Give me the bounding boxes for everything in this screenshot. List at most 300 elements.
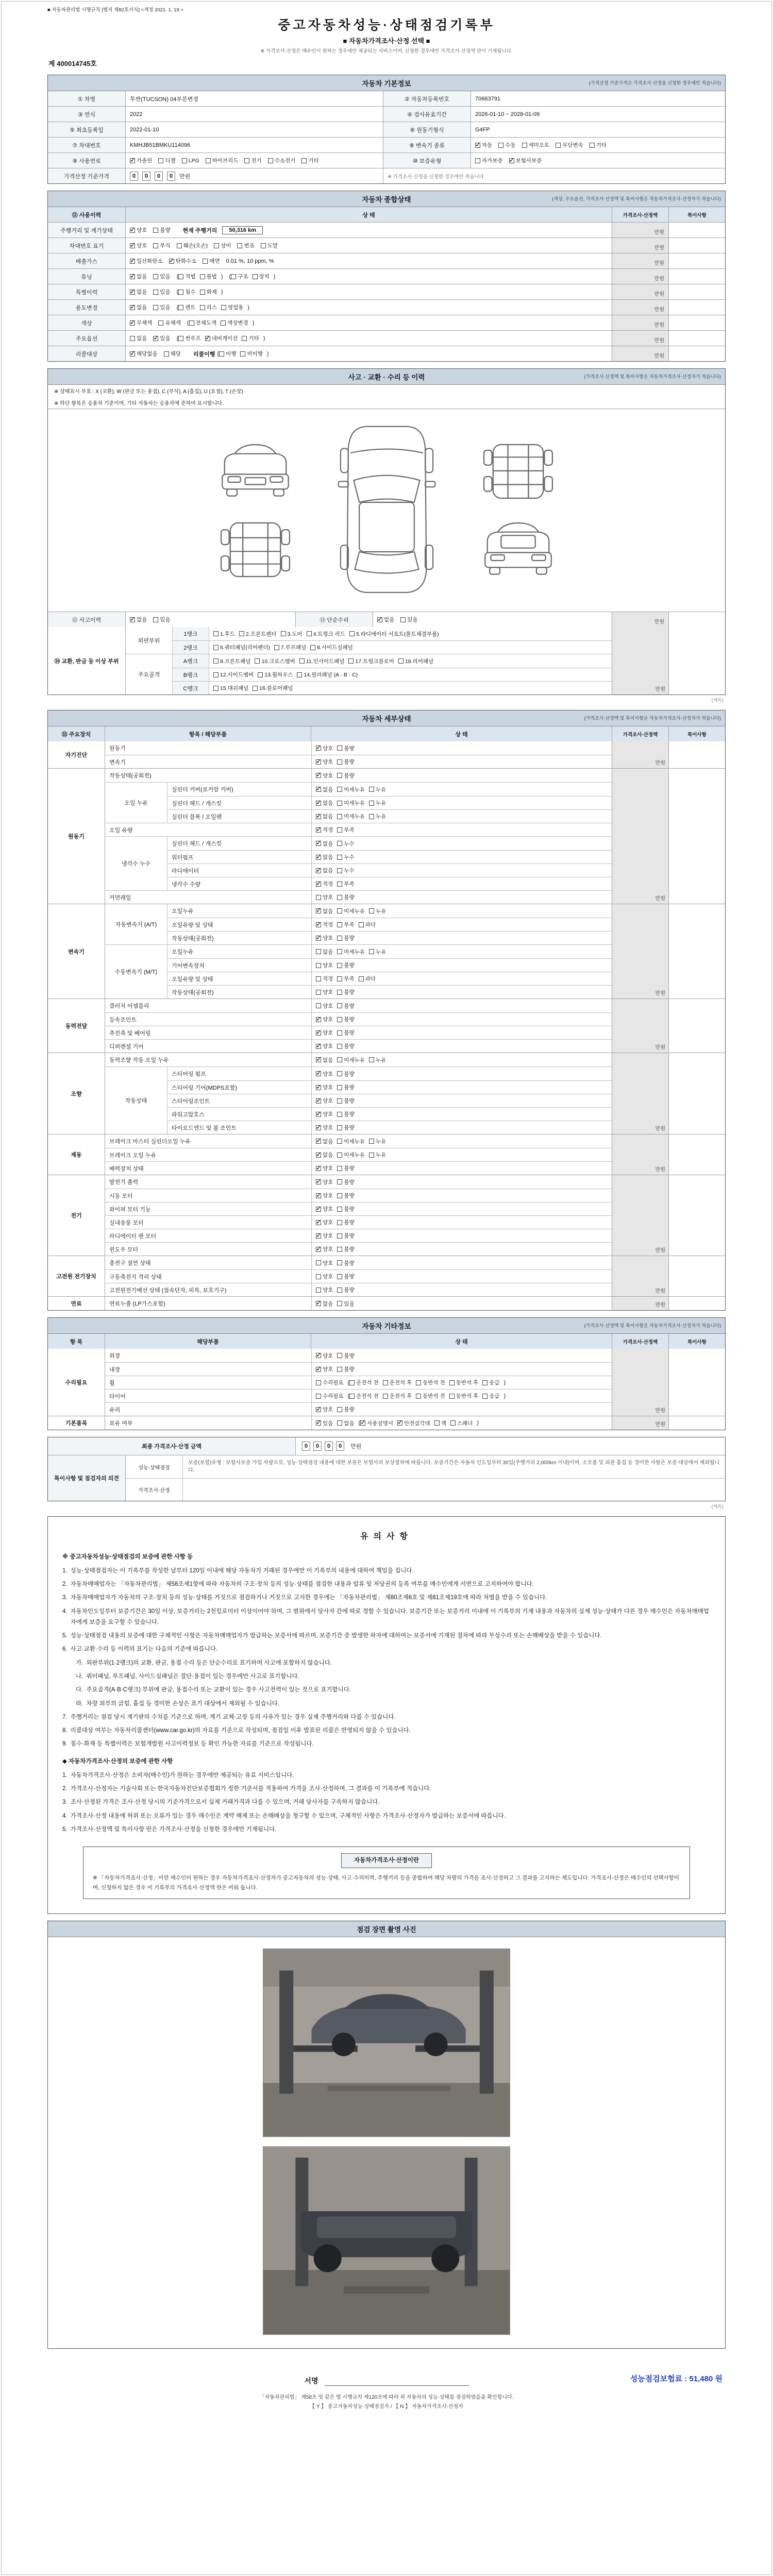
checkbox-box[interactable] (244, 158, 249, 163)
checkbox-누유[interactable] (369, 786, 386, 793)
checkbox-9.프론트패널[interactable] (213, 657, 250, 665)
checkbox-box[interactable] (475, 158, 480, 163)
checkbox-침수[interactable] (178, 288, 195, 296)
checkbox-box[interactable] (337, 1220, 342, 1225)
checkbox-box[interactable] (337, 759, 342, 765)
checkbox-box[interactable] (316, 773, 321, 778)
checkbox-box[interactable] (369, 1153, 374, 1158)
checkbox-안전삼각대[interactable] (397, 1419, 430, 1427)
checkbox-box[interactable] (337, 963, 342, 968)
checkbox-미세누유[interactable] (337, 1138, 365, 1145)
checkbox-box[interactable] (337, 1153, 342, 1158)
checkbox-해당없음[interactable] (130, 350, 158, 358)
checkbox-매연[interactable] (203, 257, 220, 265)
checkbox-box[interactable] (221, 305, 226, 310)
checkbox-불량[interactable] (337, 1178, 354, 1186)
checkbox-box[interactable] (337, 1193, 342, 1198)
checkbox-응급[interactable] (482, 1379, 499, 1386)
checkbox-해당[interactable] (164, 350, 181, 358)
checkbox-box[interactable] (182, 158, 187, 163)
checkbox-미세누유[interactable] (337, 1151, 365, 1159)
checkbox-불량[interactable] (337, 934, 354, 942)
checkbox-12.사이드멤버[interactable] (213, 671, 254, 679)
checkbox-양호[interactable] (316, 961, 333, 969)
checkbox-box[interactable] (316, 1153, 321, 1158)
checkbox-box[interactable] (153, 617, 158, 622)
checkbox-box[interactable] (158, 158, 163, 163)
checkbox-있음[interactable] (153, 303, 170, 311)
checkbox-없음[interactable] (377, 616, 394, 623)
checkbox-훼손(오손)[interactable] (177, 242, 208, 249)
checkbox-box[interactable] (316, 841, 321, 846)
checkbox-box[interactable] (240, 351, 245, 357)
checkbox-box[interactable] (337, 773, 342, 778)
checkbox-box[interactable] (337, 787, 342, 792)
checkbox-box[interactable] (213, 631, 219, 636)
checkbox-11.인사이드패널[interactable] (299, 657, 345, 665)
checkbox-box[interactable] (130, 336, 135, 341)
checkbox-box[interactable] (337, 1301, 342, 1306)
checkbox-적정[interactable] (316, 975, 333, 982)
checkbox-누유[interactable] (369, 1151, 386, 1159)
checkbox-양호[interactable] (316, 1273, 333, 1280)
checkbox-box[interactable] (316, 1380, 321, 1385)
checkbox-box[interactable] (316, 1274, 321, 1279)
checkbox-부족[interactable] (337, 975, 354, 982)
checkbox-적법[interactable] (178, 273, 195, 280)
checkbox-box[interactable] (316, 1098, 321, 1104)
checkbox-box[interactable] (316, 759, 321, 765)
checkbox-화재[interactable] (200, 288, 217, 296)
checkbox-box[interactable] (316, 1407, 321, 1412)
checkbox-양호[interactable] (316, 1365, 333, 1373)
checkbox-box[interactable] (337, 1287, 342, 1293)
checkbox-box[interactable] (316, 1207, 321, 1212)
checkbox-box[interactable] (337, 868, 342, 873)
checkbox-썬루프[interactable] (178, 334, 200, 342)
checkbox-box[interactable] (369, 814, 374, 819)
checkbox-box[interactable] (316, 1112, 321, 1117)
checkbox-box[interactable] (522, 143, 527, 148)
checkbox-양호[interactable] (316, 1218, 333, 1226)
checkbox-box[interactable] (316, 1139, 321, 1144)
checkbox-양호[interactable] (316, 1083, 333, 1091)
checkbox-box[interactable] (316, 1301, 321, 1306)
checkbox-box[interactable] (369, 801, 374, 806)
checkbox-불량[interactable] (337, 1286, 354, 1294)
checkbox-box[interactable] (337, 801, 342, 806)
checkbox-기타[interactable] (301, 157, 318, 164)
checkbox-box[interactable] (337, 814, 342, 819)
checkbox-불량[interactable] (337, 1015, 354, 1023)
checkbox-box[interactable] (153, 336, 158, 341)
checkbox-box[interactable] (200, 290, 205, 295)
checkbox-box[interactable] (337, 1179, 342, 1184)
checkbox-있음[interactable] (153, 616, 170, 623)
checkbox-box[interactable] (349, 1394, 355, 1399)
checkbox-box[interactable] (316, 1220, 321, 1225)
checkbox-불량[interactable] (337, 1245, 354, 1253)
checkbox-누유[interactable] (369, 1056, 386, 1064)
checkbox-6.쿼터패널(리어펜더)[interactable] (213, 643, 270, 651)
checkbox-없음[interactable] (316, 786, 333, 793)
checkbox-양호[interactable] (316, 1029, 333, 1037)
checkbox-box[interactable] (337, 1057, 342, 1062)
checkbox-box[interactable] (337, 882, 342, 887)
checkbox-자가보증[interactable] (475, 157, 503, 164)
checkbox-box[interactable] (268, 158, 273, 163)
checkbox-box[interactable] (153, 243, 158, 248)
checkbox-과다[interactable] (359, 921, 376, 928)
checkbox-box[interactable] (205, 336, 210, 341)
checkbox-box[interactable] (316, 745, 321, 751)
checkbox-box[interactable] (316, 990, 321, 995)
checkbox-없음[interactable] (316, 907, 333, 915)
checkbox-양호[interactable] (316, 1164, 333, 1172)
checkbox-과다[interactable] (359, 975, 376, 982)
checkbox-box[interactable] (281, 631, 286, 636)
checkbox-box[interactable] (221, 320, 226, 326)
checkbox-장치[interactable] (253, 273, 270, 280)
checkbox-box[interactable] (316, 855, 321, 860)
checkbox-색상변경[interactable] (221, 319, 248, 327)
checkbox-누수[interactable] (337, 840, 354, 848)
checkbox-box[interactable] (337, 1071, 342, 1076)
checkbox-없음[interactable] (130, 616, 147, 623)
checkbox-box[interactable] (153, 305, 158, 310)
checkbox-box[interactable] (130, 259, 135, 264)
checkbox-불량[interactable] (337, 1218, 354, 1226)
checkbox-양호[interactable] (316, 988, 333, 996)
checkbox-불량[interactable] (337, 1205, 354, 1213)
checkbox-box[interactable] (337, 1030, 342, 1036)
checkbox-하이브리드[interactable] (206, 157, 239, 164)
checkbox-box[interactable] (337, 1125, 342, 1130)
checkbox-box[interactable] (359, 922, 364, 927)
checkbox-LPG[interactable] (182, 158, 199, 164)
checkbox-box[interactable] (316, 1179, 321, 1184)
checkbox-이행[interactable] (219, 350, 236, 358)
checkbox-box[interactable] (299, 658, 305, 664)
checkbox-전기[interactable] (244, 157, 261, 164)
checkbox-box[interactable] (206, 158, 211, 163)
checkbox-box[interactable] (337, 1353, 342, 1358)
checkbox-양호[interactable] (316, 1110, 333, 1118)
checkbox-box[interactable] (310, 645, 315, 650)
checkbox-누수[interactable] (337, 853, 354, 861)
checkbox-수소전기[interactable] (268, 157, 296, 164)
checkbox-없음[interactable] (316, 948, 333, 956)
checkbox-불량[interactable] (337, 1083, 354, 1091)
checkbox-box[interactable] (316, 1017, 321, 1022)
checkbox-box[interactable] (337, 1274, 342, 1279)
checkbox-잭[interactable] (434, 1419, 446, 1427)
checkbox-box[interactable] (203, 259, 208, 264)
checkbox-1.후드[interactable] (213, 630, 235, 638)
checkbox-운전석 후[interactable] (383, 1392, 412, 1400)
checkbox-동반석 후[interactable] (449, 1392, 479, 1400)
checkbox-box[interactable] (369, 949, 374, 954)
checkbox-누유[interactable] (369, 1138, 386, 1145)
checkbox-없음[interactable] (130, 303, 147, 311)
checkbox-box[interactable] (213, 645, 219, 650)
checkbox-box[interactable] (316, 922, 321, 927)
checkbox-box[interactable] (349, 631, 355, 636)
checkbox-누유[interactable] (369, 799, 386, 807)
checkbox-box[interactable] (337, 1166, 342, 1171)
checkbox-양호[interactable] (316, 1015, 333, 1023)
checkbox-양호[interactable] (316, 1405, 333, 1413)
checkbox-불량[interactable] (153, 226, 170, 234)
checkbox-없음[interactable] (316, 799, 333, 807)
checkbox-box[interactable] (130, 274, 135, 279)
checkbox-불량[interactable] (337, 744, 354, 752)
checkbox-수동[interactable] (498, 141, 515, 149)
checkbox-양호[interactable] (316, 758, 333, 766)
checkbox-13.휠하우스[interactable] (258, 671, 293, 679)
checkbox-box[interactable] (316, 801, 321, 806)
checkbox-무채색[interactable] (130, 319, 152, 327)
checkbox-box[interactable] (337, 1260, 342, 1265)
checkbox-15.대쉬패널[interactable] (213, 684, 248, 692)
checkbox-box[interactable] (482, 1394, 488, 1399)
checkbox-영업용[interactable] (221, 303, 243, 311)
checkbox-box[interactable] (337, 1044, 342, 1049)
checkbox-무단변속[interactable] (556, 141, 583, 149)
checkbox-없음[interactable] (337, 1419, 354, 1427)
checkbox-렌트[interactable] (178, 303, 195, 311)
checkbox-box[interactable] (337, 1207, 342, 1212)
checkbox-동반석 전[interactable] (416, 1379, 445, 1386)
checkbox-17.트렁크플로어[interactable] (348, 657, 394, 665)
checkbox-없음[interactable] (130, 273, 147, 280)
checkbox-미세누유[interactable] (337, 948, 365, 956)
checkbox-양호[interactable] (130, 226, 147, 234)
checkbox-미이행[interactable] (240, 350, 262, 358)
checkbox-양호[interactable] (316, 1002, 333, 1010)
checkbox-불량[interactable] (337, 1405, 354, 1413)
checkbox-기타[interactable] (242, 334, 259, 342)
checkbox-box[interactable] (509, 158, 514, 163)
checkbox-box[interactable] (169, 259, 174, 264)
checkbox-세미오토[interactable] (522, 141, 550, 149)
checkbox-box[interactable] (316, 1044, 321, 1049)
checkbox-유채색[interactable] (158, 319, 180, 327)
checkbox-box[interactable] (383, 1380, 388, 1385)
checkbox-5.라디에이터 서포트(볼트체결부품)[interactable] (349, 630, 439, 638)
checkbox-불량[interactable] (337, 961, 354, 969)
checkbox-box[interactable] (369, 908, 374, 913)
checkbox-양호[interactable] (316, 934, 333, 942)
checkbox-불량[interactable] (337, 1110, 354, 1118)
checkbox-box[interactable] (337, 1003, 342, 1008)
checkbox-양호[interactable] (316, 772, 333, 779)
checkbox-도말[interactable] (261, 242, 278, 249)
checkbox-10.크로스멤버[interactable] (255, 657, 295, 665)
checkbox-불량[interactable] (337, 893, 354, 901)
checkbox-미세누유[interactable] (337, 799, 365, 807)
checkbox-탄화수소[interactable] (169, 257, 197, 265)
checkbox-box[interactable] (316, 949, 321, 954)
checkbox-누유[interactable] (369, 907, 386, 915)
checkbox-불량[interactable] (337, 1365, 354, 1373)
checkbox-자동[interactable] (475, 141, 492, 149)
checkbox-box[interactable] (158, 320, 163, 326)
checkbox-양호[interactable] (316, 1259, 333, 1267)
checkbox-없음[interactable] (316, 812, 333, 820)
checkbox-불량[interactable] (337, 1352, 354, 1360)
checkbox-없음[interactable] (316, 1138, 333, 1145)
checkbox-box[interactable] (253, 274, 258, 279)
checkbox-box[interactable] (130, 617, 135, 622)
checkbox-box[interactable] (316, 1287, 321, 1293)
checkbox-box[interactable] (337, 976, 342, 981)
checkbox-box[interactable] (337, 1139, 342, 1144)
checkbox-응급[interactable] (482, 1392, 499, 1400)
checkbox-box[interactable] (337, 1247, 342, 1252)
checkbox-box[interactable] (416, 1394, 421, 1399)
checkbox-box[interactable] (348, 658, 354, 664)
checkbox-box[interactable] (337, 936, 342, 941)
checkbox-불량[interactable] (337, 758, 354, 766)
checkbox-전체도색[interactable] (189, 319, 217, 327)
checkbox-상이[interactable] (214, 242, 231, 249)
checkbox-box[interactable] (337, 990, 342, 995)
checkbox-box[interactable] (360, 1420, 365, 1426)
checkbox-box[interactable] (316, 882, 321, 887)
checkbox-디젤[interactable] (158, 157, 175, 164)
checkbox-box[interactable] (397, 1420, 402, 1426)
checkbox-box[interactable] (316, 1071, 321, 1076)
checkbox-box[interactable] (434, 1420, 440, 1426)
checkbox-2.프론트펜더[interactable] (239, 630, 276, 638)
checkbox-box[interactable] (274, 645, 279, 650)
checkbox-box[interactable] (130, 320, 135, 326)
checkbox-box[interactable] (449, 1380, 455, 1385)
checkbox-적정[interactable] (316, 826, 333, 834)
checkbox-box[interactable] (337, 827, 342, 833)
checkbox-있음[interactable] (153, 288, 170, 296)
checkbox-box[interactable] (498, 143, 503, 148)
checkbox-미세누유[interactable] (337, 812, 365, 820)
checkbox-box[interactable] (398, 658, 404, 664)
checkbox-양호[interactable] (316, 1232, 333, 1240)
checkbox-box[interactable] (153, 290, 158, 295)
checkbox-box[interactable] (337, 895, 342, 900)
checkbox-box[interactable] (200, 274, 205, 279)
checkbox-운전석 전[interactable] (349, 1392, 379, 1400)
checkbox-기타[interactable] (590, 141, 607, 149)
checkbox-가솔린[interactable] (130, 157, 152, 164)
checkbox-양호[interactable] (130, 242, 147, 249)
checkbox-불량[interactable] (337, 1124, 354, 1131)
checkbox-양호[interactable] (316, 1192, 333, 1199)
checkbox-없음[interactable] (316, 867, 333, 874)
checkbox-양호[interactable] (316, 1286, 333, 1294)
checkbox-box[interactable] (316, 1367, 321, 1372)
checkbox-부족[interactable] (337, 880, 354, 888)
checkbox-16.플로어패널[interactable] (253, 684, 293, 692)
checkbox-불량[interactable] (337, 1232, 354, 1240)
checkbox-box[interactable] (383, 1394, 388, 1399)
signature-line[interactable] (325, 2376, 469, 2386)
checkbox-부족[interactable] (337, 826, 354, 834)
checkbox-부식[interactable] (153, 242, 170, 249)
checkbox-box[interactable] (258, 672, 263, 677)
checkbox-box[interactable] (316, 936, 321, 941)
checkbox-box[interactable] (416, 1380, 421, 1385)
checkbox-box[interactable] (316, 976, 321, 981)
checkbox-box[interactable] (316, 1394, 321, 1399)
checkbox-box[interactable] (307, 631, 312, 636)
checkbox-box[interactable] (316, 1353, 321, 1358)
checkbox-3.도어[interactable] (281, 630, 303, 638)
checkbox-box[interactable] (316, 1193, 321, 1198)
checkbox-누유[interactable] (369, 812, 386, 820)
checkbox-구조[interactable] (231, 273, 248, 280)
checkbox-box[interactable] (178, 336, 183, 341)
checkbox-운전석 전[interactable] (349, 1379, 379, 1386)
checkbox-box[interactable] (261, 243, 266, 248)
checkbox-있음[interactable] (400, 616, 417, 623)
checkbox-불량[interactable] (337, 1273, 354, 1280)
checkbox-양호[interactable] (316, 1245, 333, 1253)
checkbox-불량[interactable] (337, 1070, 354, 1078)
checkbox-box[interactable] (337, 1420, 342, 1426)
checkbox-네비게이션[interactable] (205, 334, 238, 342)
checkbox-없음[interactable] (316, 1300, 333, 1308)
checkbox-양호[interactable] (316, 1178, 333, 1186)
checkbox-동반석 전[interactable] (416, 1392, 445, 1400)
checkbox-box[interactable] (130, 290, 135, 295)
checkbox-있음[interactable] (153, 273, 170, 280)
checkbox-불량[interactable] (337, 988, 354, 996)
checkbox-누유[interactable] (369, 948, 386, 956)
checkbox-누수[interactable] (337, 867, 354, 874)
checkbox-양호[interactable] (316, 744, 333, 752)
checkbox-box[interactable] (316, 1030, 321, 1036)
checkbox-box[interactable] (153, 228, 158, 233)
checkbox-box[interactable] (337, 841, 342, 846)
checkbox-있음[interactable] (153, 334, 170, 342)
checkbox-box[interactable] (369, 787, 374, 792)
checkbox-수리필요[interactable] (316, 1392, 344, 1400)
checkbox-box[interactable] (316, 868, 321, 873)
checkbox-양호[interactable] (316, 1042, 333, 1050)
checkbox-box[interactable] (337, 1112, 342, 1117)
checkbox-box[interactable] (177, 243, 182, 248)
checkbox-box[interactable] (219, 351, 224, 357)
checkbox-box[interactable] (297, 672, 302, 677)
checkbox-box[interactable] (164, 351, 169, 357)
checkbox-불량[interactable] (337, 1002, 354, 1010)
checkbox-불량[interactable] (337, 1029, 354, 1037)
checkbox-box[interactable] (316, 908, 321, 913)
checkbox-box[interactable] (556, 143, 561, 148)
checkbox-box[interactable] (337, 908, 342, 913)
checkbox-box[interactable] (200, 305, 205, 310)
checkbox-box[interactable] (337, 855, 342, 860)
checkbox-미세누유[interactable] (337, 1056, 365, 1064)
checkbox-양호[interactable] (316, 893, 333, 901)
checkbox-box[interactable] (255, 658, 260, 664)
checkbox-보험사보증[interactable] (509, 157, 542, 164)
checkbox-불법[interactable] (200, 273, 217, 280)
checkbox-box[interactable] (449, 1394, 455, 1399)
checkbox-box[interactable] (130, 243, 135, 248)
checkbox-box[interactable] (316, 787, 321, 792)
checkbox-있음[interactable] (337, 1300, 354, 1308)
